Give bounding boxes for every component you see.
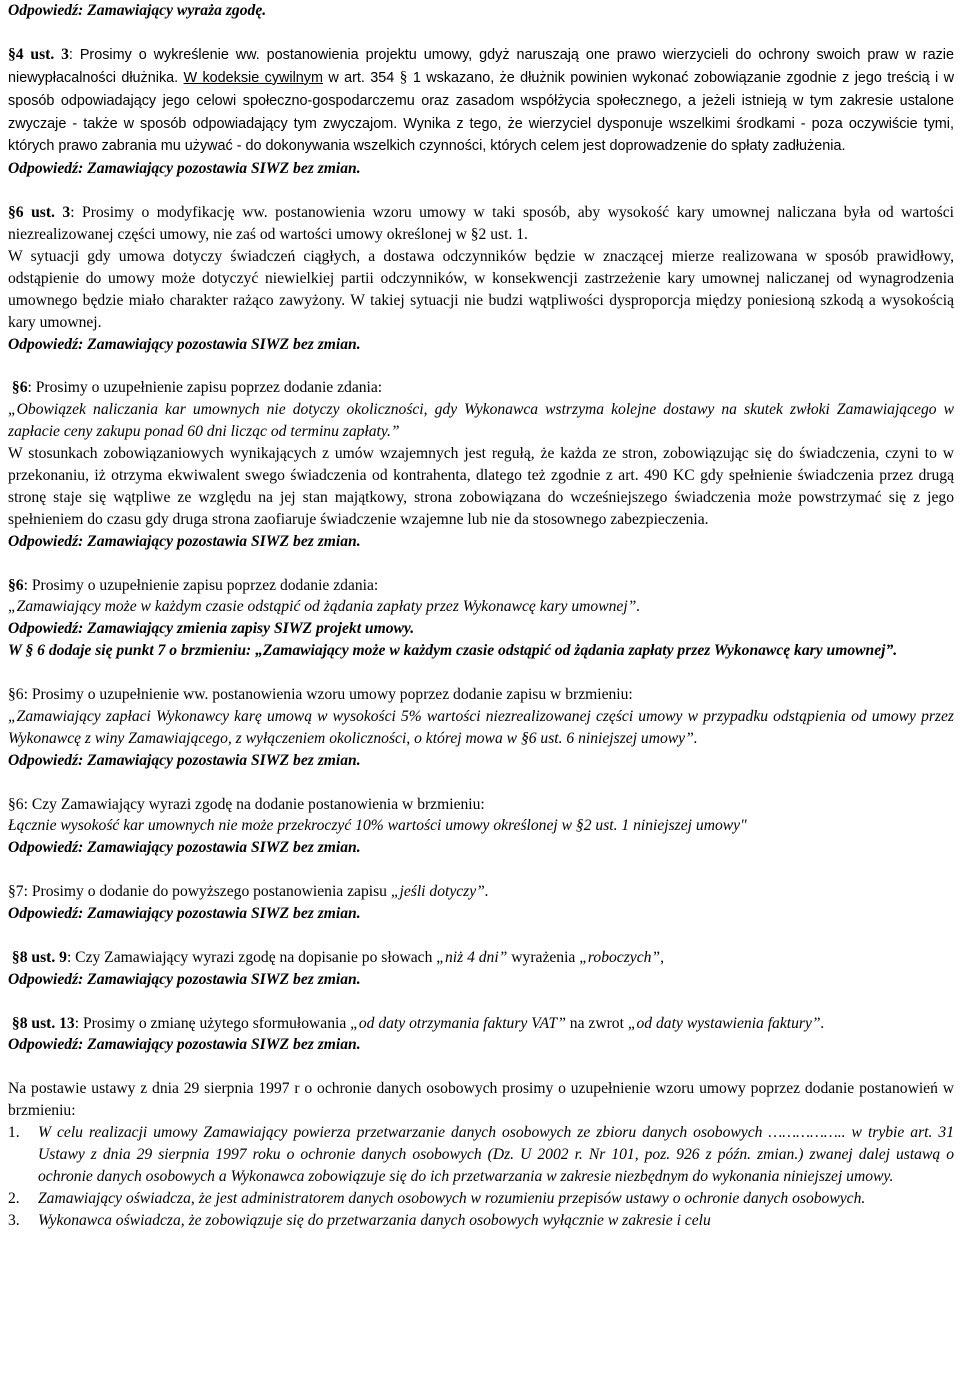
justification-6-3: W sytuacji gdy umowa dotyczy świadczeń ciągłych, a dostawa odczynników będzie w znaczącej mierze realizowana w sposób prawidłowy, odstąpienie do umowy może dotyczyć niewielkiej partii odczynników, w konsekwencji zastrzeżenie kary umownej naliczanej od wynagrodzenia umownego będzie miało charakter rażąco zawyżony. W takiej sytuacji nie budzi wątpliwości dysproporcja między poniesioną szkodą a wysokością kary umownej. <box>8 247 954 331</box>
answer-6-3: Odpowiedź: Zamawiający pozostawia SIWZ bez zmian. <box>8 335 361 353</box>
question-6-3: §6 ust. 3: Prosimy o modyfikację ww. postanowienia wzoru umowy w taki sposób, aby wysokość kary umownej naliczana była od wartości niezrealizowanej części umowy, nie zaś od wartości umowy określonej w §2 ust. 1. <box>8 204 954 244</box>
list-item: 1. W celu realizacji umowy Zamawiający powierza przetwarzanie danych osobowych ze zbioru danych osobowych …………….. w trybie art. 31 Ustawy z dnia 29 sierpnia 1997 roku o ochronie danych osobowych (Dz. U 2002 r. Nr 101, poz. 926 z późn. zmian.) zwanej dalej ustawą o ochronie danych osobowych a Wykonawca zobowiązuje się do ich przetwarzania w zakresie niezbędnym do wykonania niniejszej umowy. <box>8 1124 954 1185</box>
question-4-3: §4 ust. 3: Prosimy o wykreślenie ww. postanowienia projektu umowy, gdyż naruszają one prawo wierzycieli do ochrony swoich praw w razie niewypłacalności dłużnika. W kodeksie cywilnym w art. 354 § 1 wskazano, że dłużnik powinien wykonać zobowiązanie zgodnie z jego treścią i w sposób odpowiadający jego celowi społeczno-gospodarczemu oraz zasadom współżycia społecznego, a jeżeli istnieją w tym zakresie ustalone zwyczaje - także w sposób odpowiadający tym zwyczajom. Wynika z tego, że wierzyciel dysponuje wszelkimi środkami - poza oczywiście tymi, których prawo zabrania mu używać - do dokonywania wszelkich czynności, których celem jest doprowadzenie do spłaty zadłużenia. <box>8 45 955 155</box>
answer-8-13: Odpowiedź: Zamawiający pozostawia SIWZ bez zmian. <box>8 1036 361 1054</box>
answer-4-3: Odpowiedź: Zamawiający pozostawia SIWZ bez zmian. <box>8 160 361 178</box>
kodeks-link[interactable]: W kodeksie cywilnym <box>183 69 323 86</box>
data-protection-intro: Na postawie ustawy z dnia 29 sierpnia 1997 r o ochronie danych osobowych prosimy o uzupełnienie wzoru umowy poprzez dodanie postanowień w brzmieniu: <box>8 1080 954 1120</box>
quote-6-d: Łącznie wysokość kar umownych nie może przekroczyć 10% wartości umowy określonej w §2 ust. 1 niniejszej umowy" <box>8 817 747 835</box>
list-item: 2. Zamawiający oświadcza, że jest administratorem danych osobowych w rozumieniu przepisów ustawy o ochronie danych osobowych. <box>8 1189 866 1207</box>
change-6-b: W § 6 dodaje się punkt 7 o brzmieniu: „Zamawiający może w każdym czasie odstąpić od żądania zapłaty przez Wykonawcę kary umownej”. <box>8 642 898 660</box>
list-item: 3. Wykonawca oświadcza, że zobowiązuje się do przetwarzania danych osobowych wyłącznie w zakresie i celu <box>8 1211 711 1229</box>
answer-top: Odpowiedź: Zamawiający wyraża zgodę. <box>8 2 267 19</box>
justification-6-a: W stosunkach zobowiązaniowych wynikających z umów wzajemnych jest regułą, że każda ze stron, zobowiązując się do świadczenia, czyni to w przekonaniu, iż otrzyma ekwiwalent swego świadczenia od kontrahenta, dlatego też zgodnie z art. 490 KC gdy spełnienie świadczenia przez drugą stronę staje się wątpliwe ze względu na jej stan majątkowy, strona zobowiązana do wcześniejszego świadczenia może powstrzymać się z jego spełnieniem do czasu gdy druga strona zaofiaruje świadczenie wzajemne lub nie da stosownego zabezpieczenia. <box>8 445 954 528</box>
question-6-c: §6: Prosimy o uzupełnienie ww. postanowienia wzoru umowy poprzez dodanie zapisu w brzmieniu: <box>8 686 633 704</box>
answer-6-d: Odpowiedź: Zamawiający pozostawia SIWZ bez zmian. <box>8 839 361 857</box>
answer-8-9: Odpowiedź: Zamawiający pozostawia SIWZ bez zmian. <box>8 970 361 988</box>
answer-6-a: Odpowiedź: Zamawiający pozostawia SIWZ bez zmian. <box>8 532 361 550</box>
quote-6-a: „Obowiązek naliczania kar umownych nie dotyczy okoliczności, gdy Wykonawca wstrzyma kolejne dostawy na skutek zwłoki Zamawiającego w zapłacie ceny zakupu ponad 60 dni licząc od terminu zapłaty.” <box>8 401 954 441</box>
question-7: §7: Prosimy o dodanie do powyższego postanowienia zapisu „jeśli dotyczy”. <box>8 883 489 901</box>
answer-6-c: Odpowiedź: Zamawiający pozostawia SIWZ bez zmian. <box>8 751 361 769</box>
answer-6-b: Odpowiedź: Zamawiający zmienia zapisy SIWZ projekt umowy. <box>8 620 415 638</box>
question-8-9: §8 ust. 9: Czy Zamawiający wyrazi zgodę na dopisanie po słowach „niż 4 dni” wyrażenia „roboczych”, <box>11 948 665 966</box>
question-8-13: §8 ust. 13: Prosimy o zmianę użytego sformułowania „od daty otrzymania faktury VAT” na zwrot „od daty wystawienia faktury”. <box>11 1014 825 1032</box>
question-6-b: §6: Prosimy o uzupełnienie zapisu poprzez dodanie zdania: <box>8 576 379 594</box>
question-6-a: §6: Prosimy o uzupełnienie zapisu poprzez dodanie zdania: <box>11 379 383 397</box>
quote-6-b: „Zamawiający może w każdym czasie odstąpić od żądania zapłaty przez Wykonawcę kary umownej”. <box>8 598 641 616</box>
answer-7: Odpowiedź: Zamawiający pozostawia SIWZ bez zmian. <box>8 905 361 923</box>
question-6-d: §6: Czy Zamawiający wyrazi zgodę na dodanie postanowienia w brzmieniu: <box>8 795 485 813</box>
quote-6-c: „Zamawiający zapłaci Wykonawcy karę umową w wysokości 5% wartości niezrealizowanej części umowy w przypadku odstąpienia od umowy przez Wykonawcę z winy Zamawiającego, z wyłączeniem okoliczności, o której mowa w §6 ust. 6 niniejszej umowy”. <box>8 707 954 747</box>
